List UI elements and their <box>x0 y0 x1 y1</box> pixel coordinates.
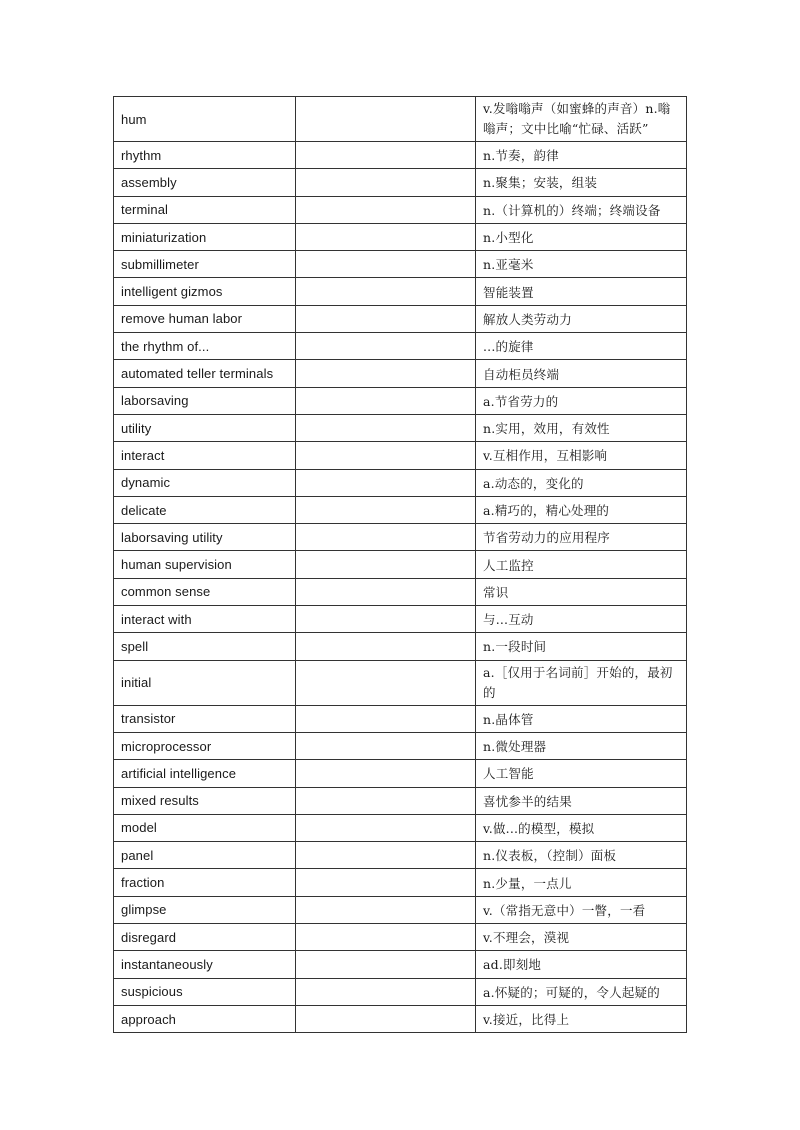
table-row <box>114 305 687 332</box>
table-row <box>114 169 687 196</box>
blank-cell <box>296 705 476 732</box>
table-row <box>114 787 687 814</box>
definition-cell: 节省劳动力的应用程序 <box>476 524 687 551</box>
term-cell: laborsaving <box>114 387 296 414</box>
term-cell: intelligent gizmos <box>114 278 296 305</box>
term-cell: automated teller terminals <box>114 360 296 387</box>
blank-cell <box>296 551 476 578</box>
definition-cell: a.动态的，变化的 <box>476 469 687 496</box>
blank-cell <box>296 814 476 841</box>
blank-cell <box>296 760 476 787</box>
blank-cell <box>296 660 476 705</box>
term-cell: delicate <box>114 496 296 523</box>
blank-cell <box>296 469 476 496</box>
blank-cell <box>296 732 476 759</box>
term-cell: initial <box>114 660 296 705</box>
table-row <box>114 251 687 278</box>
term-cell: model <box>114 814 296 841</box>
blank-cell <box>296 278 476 305</box>
blank-cell <box>296 578 476 605</box>
definition-cell: 自动柜员终端 <box>476 360 687 387</box>
definition-cell: n.聚集；安装，组装 <box>476 169 687 196</box>
definition-cell: 智能装置 <box>476 278 687 305</box>
definition-cell: 喜忧参半的结果 <box>476 787 687 814</box>
table-row <box>114 524 687 551</box>
definition-cell: a.节省劳力的 <box>476 387 687 414</box>
definition-cell: n.节奏，韵律 <box>476 142 687 169</box>
table-row <box>114 414 687 441</box>
blank-cell <box>296 333 476 360</box>
term-cell: instantaneously <box>114 951 296 978</box>
term-cell: interact with <box>114 606 296 633</box>
blank-cell <box>296 251 476 278</box>
table-row <box>114 469 687 496</box>
definition-cell: 常识 <box>476 578 687 605</box>
definition-cell: n.（计算机的）终端；终端设备 <box>476 196 687 223</box>
table-row <box>114 633 687 660</box>
table-row <box>114 387 687 414</box>
definition-cell: n.晶体管 <box>476 705 687 732</box>
definition-cell: v.做...的模型，模拟 <box>476 814 687 841</box>
term-cell: submillimeter <box>114 251 296 278</box>
blank-cell <box>296 787 476 814</box>
blank-cell <box>296 387 476 414</box>
definition-cell: 与...互动 <box>476 606 687 633</box>
blank-cell <box>296 305 476 332</box>
blank-cell <box>296 360 476 387</box>
blank-cell <box>296 442 476 469</box>
term-cell: interact <box>114 442 296 469</box>
term-cell: human supervision <box>114 551 296 578</box>
table-row <box>114 951 687 978</box>
definition-cell: 人工监控 <box>476 551 687 578</box>
table-row <box>114 551 687 578</box>
table-row <box>114 360 687 387</box>
table-row <box>114 223 687 250</box>
definition-cell: n.实用，效用，有效性 <box>476 414 687 441</box>
blank-cell <box>296 633 476 660</box>
table-row <box>114 333 687 360</box>
blank-cell <box>296 97 476 142</box>
blank-cell <box>296 414 476 441</box>
definition-cell: 解放人类劳动力 <box>476 305 687 332</box>
blank-cell <box>296 978 476 1005</box>
term-cell: microprocessor <box>114 732 296 759</box>
term-cell: terminal <box>114 196 296 223</box>
blank-cell <box>296 142 476 169</box>
blank-cell <box>296 842 476 869</box>
definition-cell: n.一段时间 <box>476 633 687 660</box>
term-cell: panel <box>114 842 296 869</box>
term-cell: remove human labor <box>114 305 296 332</box>
term-cell: suspicious <box>114 978 296 1005</box>
blank-cell <box>296 924 476 951</box>
term-cell: miniaturization <box>114 223 296 250</box>
term-cell: transistor <box>114 705 296 732</box>
blank-cell <box>296 196 476 223</box>
table-row <box>114 578 687 605</box>
table-row <box>114 896 687 923</box>
table-row <box>114 869 687 896</box>
blank-cell <box>296 169 476 196</box>
definition-cell: v.不理会，漠视 <box>476 924 687 951</box>
table-row <box>114 196 687 223</box>
blank-cell <box>296 869 476 896</box>
definition-cell: 人工智能 <box>476 760 687 787</box>
blank-cell <box>296 606 476 633</box>
definition-cell: n.少量，一点儿 <box>476 869 687 896</box>
term-cell: artificial intelligence <box>114 760 296 787</box>
term-cell: mixed results <box>114 787 296 814</box>
definition-cell: n.亚毫米 <box>476 251 687 278</box>
term-cell: approach <box>114 1005 296 1032</box>
definition-cell: ...的旋律 <box>476 333 687 360</box>
definition-cell: a.［仅用于名词前］开始的，最初的 <box>476 660 687 705</box>
definition-cell: a.精巧的，精心处理的 <box>476 496 687 523</box>
table-row <box>114 842 687 869</box>
table-row <box>114 760 687 787</box>
term-cell: rhythm <box>114 142 296 169</box>
blank-cell <box>296 896 476 923</box>
blank-cell <box>296 524 476 551</box>
blank-cell <box>296 1005 476 1032</box>
table-row <box>114 496 687 523</box>
term-cell: common sense <box>114 578 296 605</box>
blank-cell <box>296 951 476 978</box>
table-row <box>114 978 687 1005</box>
term-cell: glimpse <box>114 896 296 923</box>
definition-cell: n.微处理器 <box>476 732 687 759</box>
definition-cell: a.怀疑的；可疑的，令人起疑的 <box>476 978 687 1005</box>
definition-cell: n.小型化 <box>476 223 687 250</box>
table-row <box>114 705 687 732</box>
table-row <box>114 97 687 142</box>
term-cell: fraction <box>114 869 296 896</box>
definition-cell: v.（常指无意中）一瞥，一看 <box>476 896 687 923</box>
term-cell: dynamic <box>114 469 296 496</box>
table-row <box>114 732 687 759</box>
table-row <box>114 606 687 633</box>
definition-cell: v.发嗡嗡声（如蜜蜂的声音）n.嗡嗡声；文中比喻“忙碌、活跃” <box>476 97 687 142</box>
definition-cell: v.互相作用，互相影响 <box>476 442 687 469</box>
vocabulary-table <box>113 96 687 1033</box>
term-cell: assembly <box>114 169 296 196</box>
term-cell: disregard <box>114 924 296 951</box>
table-row <box>114 142 687 169</box>
term-cell: laborsaving utility <box>114 524 296 551</box>
table-row <box>114 924 687 951</box>
table-row <box>114 814 687 841</box>
blank-cell <box>296 223 476 250</box>
blank-cell <box>296 496 476 523</box>
table-row <box>114 278 687 305</box>
table-row <box>114 660 687 705</box>
term-cell: spell <box>114 633 296 660</box>
term-cell: utility <box>114 414 296 441</box>
table-row <box>114 442 687 469</box>
definition-cell: n.仪表板，（控制）面板 <box>476 842 687 869</box>
definition-cell: ad.即刻地 <box>476 951 687 978</box>
table-row <box>114 1005 687 1032</box>
term-cell: the rhythm of... <box>114 333 296 360</box>
term-cell: hum <box>114 97 296 142</box>
definition-cell: v.接近，比得上 <box>476 1005 687 1032</box>
